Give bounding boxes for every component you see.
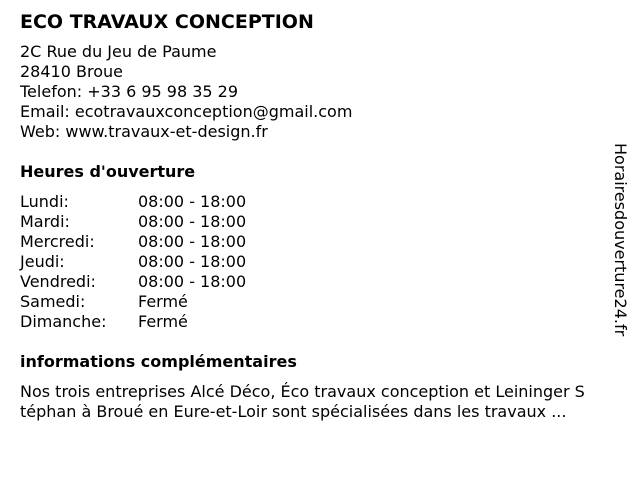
hours-row-saturday [20, 292, 620, 312]
time-value: Fermé [138, 292, 188, 311]
company-name: ECO TRAVAUX CONCEPTION [20, 11, 314, 33]
info-text-line-1: Nos trois entreprises Alcé Déco, Éco travaux conception et Leininger S [20, 382, 585, 401]
hours-row-friday [20, 272, 620, 292]
email-line: Email: ecotravauxconception@gmail.com [20, 102, 353, 121]
day-label: Dimanche: [20, 312, 107, 331]
address-city: 28410 Broue [20, 62, 123, 81]
time-value: 08:00 - 18:00 [138, 252, 247, 271]
phone-line: Telefon: +33 6 95 98 35 29 [20, 82, 239, 101]
day-label: Jeudi: [20, 252, 65, 271]
web-line: Web: www.travaux-et-design.fr [20, 122, 268, 141]
hours-row-wednesday [20, 232, 620, 252]
time-value: 08:00 - 18:00 [138, 232, 247, 251]
watermark-text: Horairesdouverture24.fr [611, 143, 630, 337]
time-value: 08:00 - 18:00 [138, 192, 247, 211]
day-label: Vendredi: [20, 272, 96, 291]
hours-row-tuesday [20, 212, 620, 232]
hours-row-monday [20, 192, 620, 212]
hours-table [20, 192, 620, 332]
hours-heading: Heures d'ouverture [20, 162, 196, 181]
info-heading: informations complémentaires [20, 352, 297, 371]
hours-row-sunday [20, 312, 620, 332]
hours-row-thursday [20, 252, 620, 272]
time-value: Fermé [138, 312, 188, 331]
address-street: 2C Rue du Jeu de Paume [20, 42, 217, 61]
time-value: 08:00 - 18:00 [138, 272, 247, 291]
info-text-line-2: téphan à Broué en Eure-et-Loir sont spécialisées dans les travaux ... [20, 402, 567, 421]
day-label: Samedi: [20, 292, 86, 311]
day-label: Mardi: [20, 212, 70, 231]
day-label: Mercredi: [20, 232, 95, 251]
business-card [20, 10, 620, 422]
day-label: Lundi: [20, 192, 69, 211]
watermark-label [608, 135, 632, 345]
time-value: 08:00 - 18:00 [138, 212, 247, 231]
